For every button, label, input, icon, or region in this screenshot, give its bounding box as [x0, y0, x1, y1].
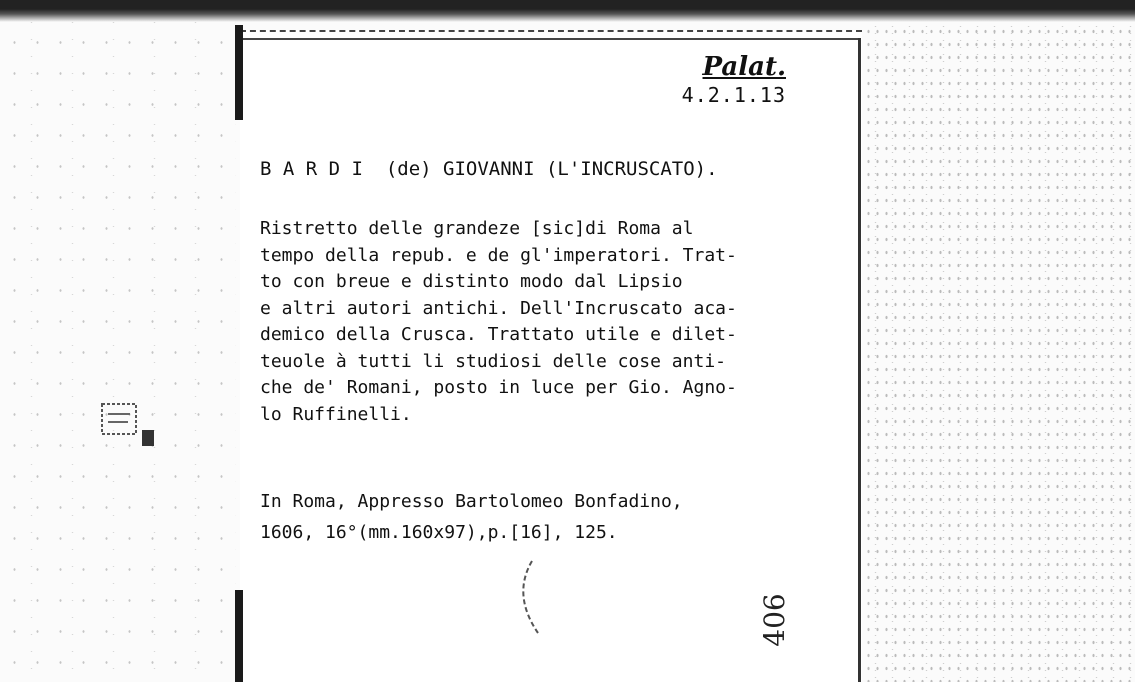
imprint-line: In Roma, Appresso Bartolomeo Bonfadino, — [260, 491, 683, 512]
scan-noise-right — [862, 22, 1135, 682]
card-number: 406 — [758, 593, 791, 647]
imprint-line: 1606, 16°(mm.160x97),p.[16], 125. — [260, 522, 618, 543]
title-line: che de' Romani, posto in luce per Gio. Agno- — [260, 377, 737, 398]
title-line: e altri autori antichi. Dell'Incruscato aca- — [260, 297, 737, 319]
imprint-block — [260, 486, 860, 548]
title-line: Ristretto delle grandeze [sic]di Roma al — [260, 218, 694, 239]
margin-scan-mark — [98, 392, 160, 452]
scan-top-border — [0, 0, 1135, 22]
author-heading: B A R D I (de) GIOVANNI (L'INCRUSCATO). — [260, 158, 718, 180]
shelf-number: 4.2.1.13 — [681, 83, 786, 107]
scan-noise-left — [0, 22, 236, 682]
title-line: demico della Crusca. Trattato utile e dilet- — [260, 324, 737, 345]
title-line: teuole à tutti li studiosi delle cose anti- — [260, 350, 726, 372]
shelf-mark — [640, 52, 820, 108]
title-line: lo Ruffinelli. — [260, 403, 412, 425]
card-left-edge-lower — [235, 590, 243, 682]
title-block — [260, 216, 860, 428]
card-left-edge-upper — [235, 25, 243, 120]
title-line: tempo della repub. e de gl'imperatori. Trat- — [260, 244, 737, 266]
title-line: to con breue e distinto modo dal Lipsio — [260, 271, 683, 292]
shelf-collection: Palat. — [702, 52, 786, 82]
pencil-bracket-mark — [510, 555, 580, 645]
card-top-edge — [243, 38, 858, 40]
